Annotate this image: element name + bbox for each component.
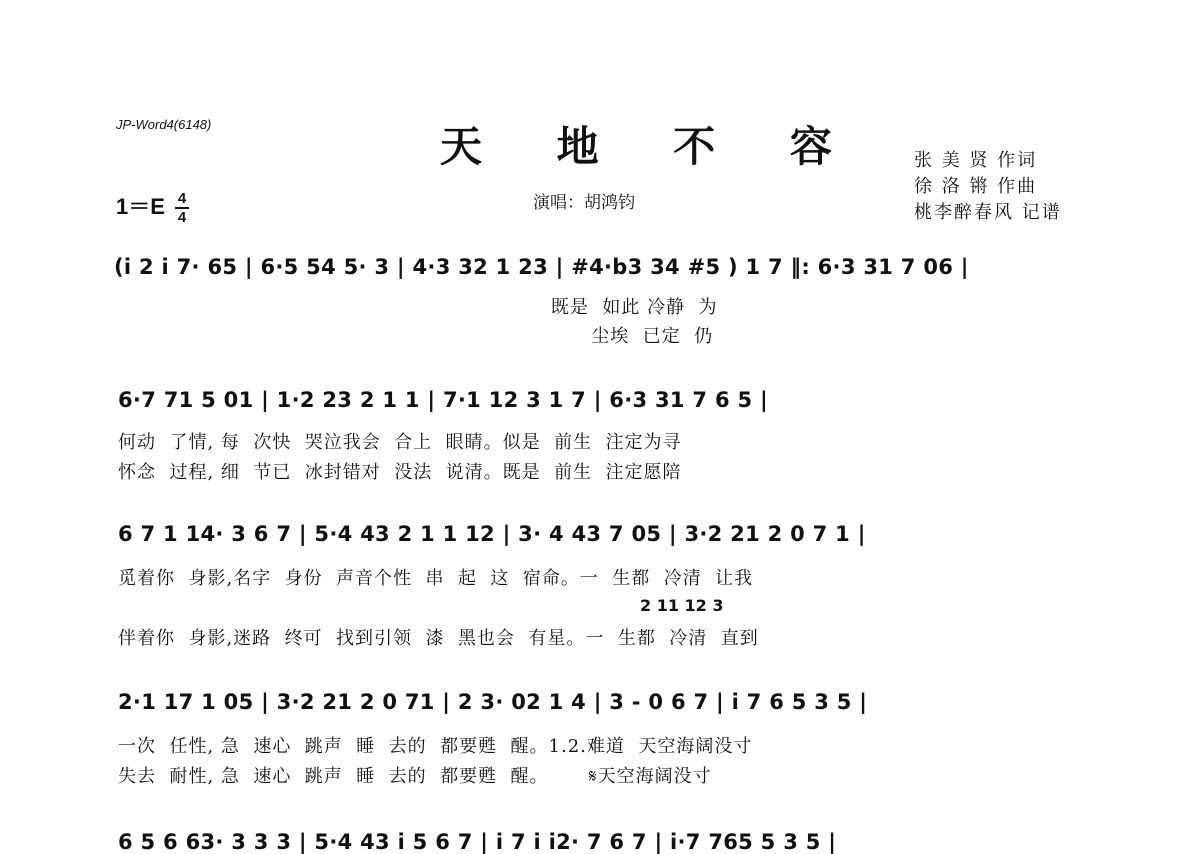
notes-system-5: 6 5 6 63· 3 3 3 | 5·4 43 i 5 6 7 | i 7 i i2· 7 6 7 | i·7 765 5 3 5 | bbox=[118, 830, 837, 854]
software-label: JP-Word4(6148) bbox=[116, 117, 212, 132]
lyricist-credit: 张 美 贤 作词 bbox=[914, 150, 1038, 171]
lyrics-system-4-verse-1: 一次 任性, 急 速心 跳声 睡 去的 都要甦 醒。1.2.难道 天空海阔没寸 bbox=[118, 736, 753, 757]
notes-system-4: 2·1 17 1 05 | 3·2 21 2 0 71 | 2 3· 02 1 4 | 3 - 0 6 7 | i 7 6 5 3 5 | bbox=[118, 690, 868, 714]
notes-system-3: 6 7 1 14· 3 6 7 | 5·4 43 2 1 1 12 | 3· 4 43 7 05 | 3·2 21 2 0 7 1 | bbox=[118, 522, 866, 546]
time-top: 4 bbox=[177, 190, 187, 208]
song-title: 天 地 不 容 bbox=[440, 122, 862, 171]
time-bottom: 4 bbox=[177, 209, 187, 227]
key-label: 1＝E bbox=[116, 194, 165, 219]
time-signature bbox=[175, 191, 189, 225]
lyrics-system-1-verse-1: 既是 如此 冷静 为 bbox=[114, 297, 718, 318]
lyrics-system-4-verse-2: 失去 耐性, 急 速心 跳声 睡 去的 都要甦 醒。 𝄋天空海阔没寸 bbox=[118, 766, 712, 787]
lyrics-system-2-verse-2: 怀念 过程, 细 节已 冰封错对 没法 说清。既是 前生 注定愿陪 bbox=[118, 462, 682, 483]
lyrics-system-3-verse-2: 伴着你 身影,迷路 终可 找到引领 漆 黑也会 有星。一 生都 冷清 直到 bbox=[118, 628, 759, 649]
key-signature bbox=[116, 190, 189, 225]
transcriber-credit: 桃李醉春风 记谱 bbox=[914, 202, 1062, 223]
singer-credit: 演唱：胡鸿钧 bbox=[533, 193, 635, 213]
notes-system-1: (i 2 i 7· 65 | 6·5 54 5· 3 | 4·3 32 1 23 | #4·b3 34 #5 ) 1 7 ‖: 6·3 31 7 06 | bbox=[114, 255, 969, 279]
alternate-notes: 2 11 12 3 bbox=[640, 596, 724, 615]
lyrics-system-2-verse-1: 何动 了情, 每 次快 哭泣我会 合上 眼睛。似是 前生 注定为寻 bbox=[118, 432, 682, 453]
composer-credit: 徐 洛 锵 作曲 bbox=[914, 176, 1038, 197]
lyrics-system-1-verse-2: 尘埃 已定 仍 bbox=[114, 326, 714, 347]
credits-block bbox=[914, 148, 1062, 226]
notes-system-2: 6·7 71 5 01 | 1·2 23 2 1 1 | 7·1 12 3 1 7 | 6·3 31 7 6 5 | bbox=[118, 388, 768, 412]
lyrics-system-3-verse-1: 觅着你 身影,名字 身份 声音个性 串 起 这 宿命。一 生都 冷清 让我 bbox=[118, 568, 754, 589]
